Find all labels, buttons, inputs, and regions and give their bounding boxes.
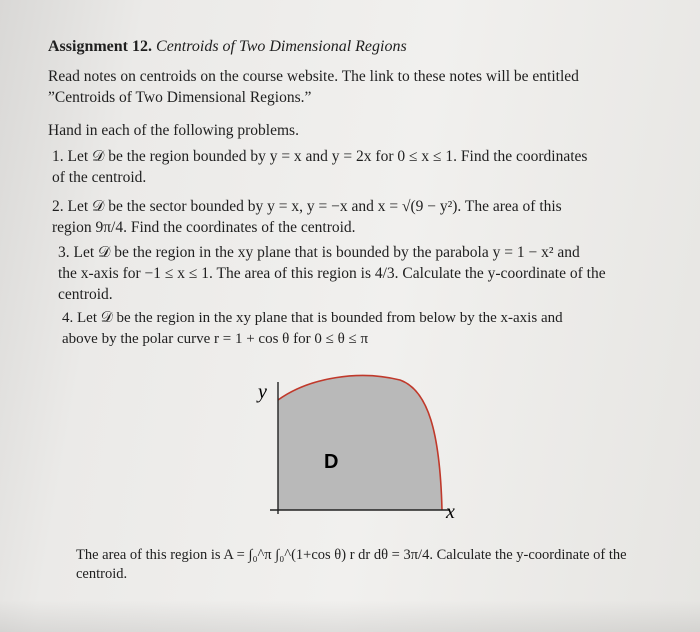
problem-4 [62,308,682,350]
photo-bottom-shadow [0,600,700,632]
problem-1-line-1: 1. Let 𝒟 be the region bounded by y = x and y = 2x for 0 ≤ x ≤ 1. Find the coordinates [52,148,588,165]
problem-3-line-1: 3. Let 𝒟 be the region in the xy plane that is bounded by the parabola y = 1 − x² and [58,244,580,261]
x-axis-label: x [446,501,455,522]
problem-3-line-3: centroid. [58,286,113,303]
problem-2 [52,196,688,238]
problem-1 [52,146,688,188]
problem-3-line-2: the x-axis for −1 ≤ x ≤ 1. The area of this region is 4/3. Calculate the y-coordinate of the [58,265,606,282]
region-fill [278,376,442,510]
problem-4-line-1: 4. Let 𝒟 be the region in the xy plane that is bounded from below by the x-axis and [62,310,563,326]
problem-2-line-1: 2. Let 𝒟 be the sector bounded by y = x, y = −x and x = √(9 − y²). The area of this [52,198,562,215]
problem-3 [58,242,686,305]
handin-instruction: Hand in each of the following problems. [48,122,299,139]
intro-paragraph [48,66,688,108]
assignment-header [48,36,407,57]
problem-4-area-line-2: centroid. [76,566,128,582]
region-label: D [324,451,339,473]
intro-line-2: ”Centroids of Two Dimensional Regions.” [48,89,312,106]
problem-4-area-line-1: The area of this region is A = ∫₀^π ∫₀^(1+cos θ) r dr dθ = 3π/4. Calculate the y-coordinate of the [76,547,627,563]
problem-4-line-2: above by the polar curve r = 1 + cos θ for 0 ≤ θ ≤ π [62,331,369,347]
assignment-label: Assignment 12. [48,38,153,55]
y-axis-label: y [258,381,267,403]
assignment-topic: Centroids of Two Dimensional Regions [156,38,407,55]
problem-1-line-2: of the centroid. [52,169,147,186]
problem-4-area-statement [76,546,676,584]
problem-2-line-2: region 9π/4. Find the coordinates of the centroid. [52,219,356,236]
cardioid-region-figure [250,372,470,522]
intro-line-1: Read notes on centroids on the course website. The link to these notes will be entitled [48,68,579,85]
